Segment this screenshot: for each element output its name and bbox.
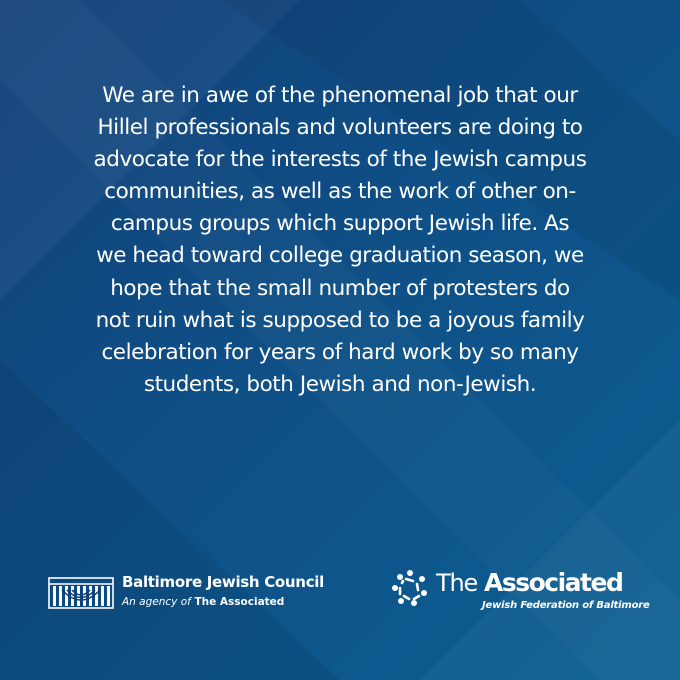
associated-wordmark: Associated (484, 568, 623, 597)
statement-line: we head toward college graduation season, we (96, 243, 584, 269)
associated-the: The (436, 569, 478, 597)
menorah-building-icon (48, 576, 114, 610)
associated-subtitle: Jewish Federation of Baltimore (482, 600, 650, 611)
statement-text (58, 80, 622, 401)
footer-logos (0, 560, 680, 630)
bjc-tagline (122, 596, 284, 608)
statement-line: not ruin what is supposed to be a joyous family (95, 307, 585, 333)
statement-line: We are in awe of the phenomenal job that our (102, 83, 578, 108)
statement-line: Hillel professionals and volunteers are doing to (97, 115, 583, 141)
bjc-tagline-prefix: An agency of (122, 596, 191, 608)
statement-line: campus groups which support Jewish life. As (110, 211, 570, 237)
statement-line: hope that the small number of protesters do (110, 275, 570, 301)
statement-line: students, both Jewish and non-Jewish. (143, 371, 537, 397)
bjc-tagline-org: The Associated (194, 596, 285, 608)
statement-line: celebration for years of hard work by so many (101, 339, 579, 365)
statement-line: advocate for the interests of the Jewish campus (93, 147, 587, 173)
bjc-name: Baltimore Jewish Council (122, 573, 324, 591)
people-circle-icon (390, 568, 430, 608)
statement-line: communities, as well as the work of other on- (104, 179, 576, 205)
